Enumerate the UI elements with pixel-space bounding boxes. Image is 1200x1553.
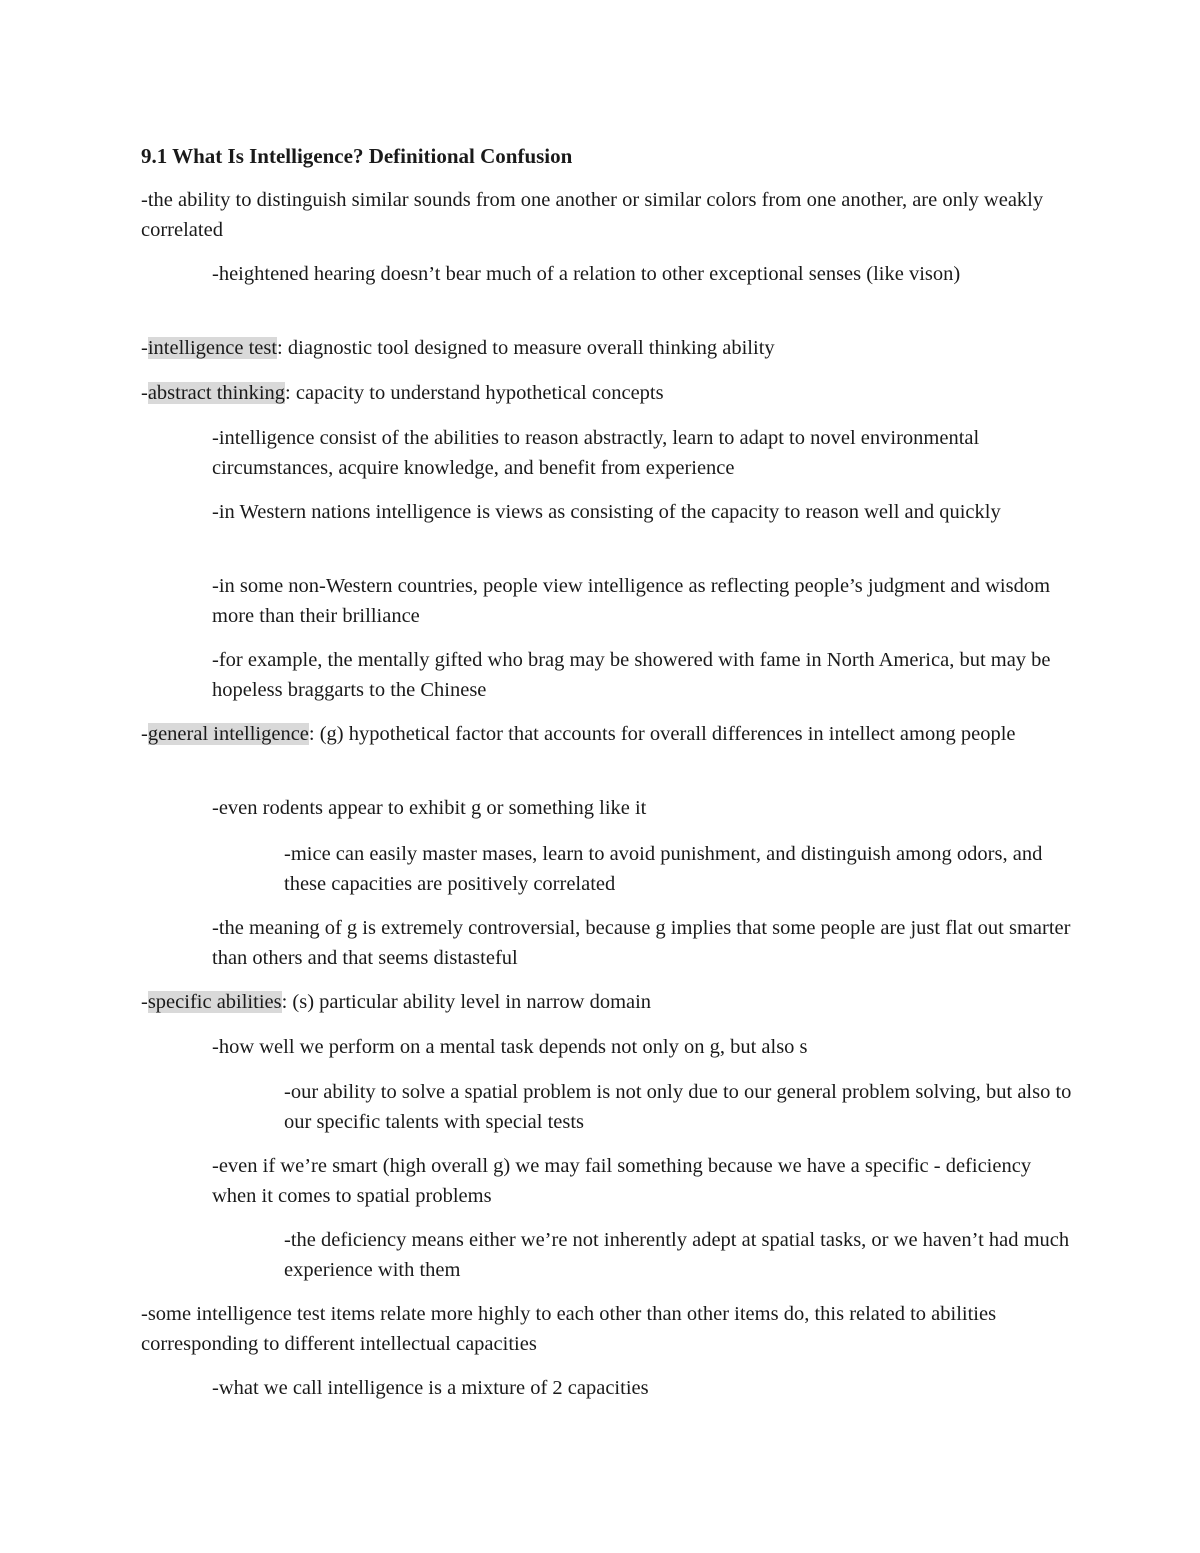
bullet-dash: - (141, 723, 148, 745)
note-paragraph: -what we call intelligence is a mixture of 2 capacities (212, 1377, 649, 1399)
definition-text: : diagnostic tool designed to measure overall thinking ability (277, 337, 775, 359)
definition-paragraph (141, 720, 1071, 750)
bullet-dash: - (141, 337, 148, 359)
highlighted-term: abstract thinking (147, 382, 286, 404)
note-paragraph: -some intelligence test items relate more highly to each other than other items do, this related to abilities corresponding to different intellectual capacities (141, 1303, 997, 1355)
note-paragraph: -the deficiency means either we’re not inherently adept at spatial tasks, or we haven’t had much experience with them (284, 1229, 1070, 1281)
definition-text: : (s) particular ability level in narrow domain (281, 991, 652, 1013)
highlighted-term: intelligence test (147, 337, 278, 359)
note-paragraph: -for example, the mentally gifted who brag may be showered with fame in North America, but may be hopeless braggarts to the Chinese (212, 649, 1051, 701)
note-paragraph: -our ability to solve a spatial problem is not only due to our general problem solving, but also to our specific talents with special tests (284, 1081, 1072, 1133)
section-heading: 9.1 What Is Intelligence? Definitional Confusion (141, 144, 573, 168)
bullet-dash: - (141, 991, 148, 1013)
definition-paragraph (141, 379, 1071, 409)
note-paragraph: -the meaning of g is extremely controversial, because g implies that some people are just flat out smarter than others and that seems distasteful (212, 917, 1071, 969)
note-paragraph: -in some non-Western countries, people view intelligence as reflecting people’s judgment and wisdom more than their brilliance (212, 575, 1051, 627)
note-paragraph: -mice can easily master mases, learn to avoid punishment, and distinguish among odors, and these capacities are positively correlated (284, 843, 1043, 895)
highlighted-term: specific abilities (147, 991, 282, 1013)
note-paragraph: -the ability to distinguish similar sounds from one another or similar colors from one another, are only weakly correlated (141, 189, 1044, 241)
note-paragraph: -how well we perform on a mental task depends not only on g, but also s (212, 1036, 808, 1058)
note-paragraph: -in Western nations intelligence is views as consisting of the capacity to reason well and quickly (212, 501, 1001, 523)
note-paragraph: -even if we’re smart (high overall g) we may fail something because we have a specific - deficiency when it comes to spatial problems (212, 1155, 1032, 1207)
definition-paragraph (141, 988, 1071, 1018)
bullet-dash: - (141, 382, 148, 404)
definition-paragraph (141, 334, 1071, 364)
note-paragraph: -intelligence consist of the abilities to reason abstractly, learn to adapt to novel environmental circumstances, acquire knowledge, and benefit from experience (212, 427, 980, 479)
definition-text: : (g) hypothetical factor that accounts for overall differences in intellect among people (308, 723, 1016, 745)
highlighted-term: general intelligence (147, 723, 309, 745)
note-paragraph: -heightened hearing doesn’t bear much of a relation to other exceptional senses (like vison) (212, 263, 961, 285)
note-paragraph: -even rodents appear to exhibit g or something like it (212, 797, 647, 819)
definition-text: : capacity to understand hypothetical concepts (285, 382, 664, 404)
